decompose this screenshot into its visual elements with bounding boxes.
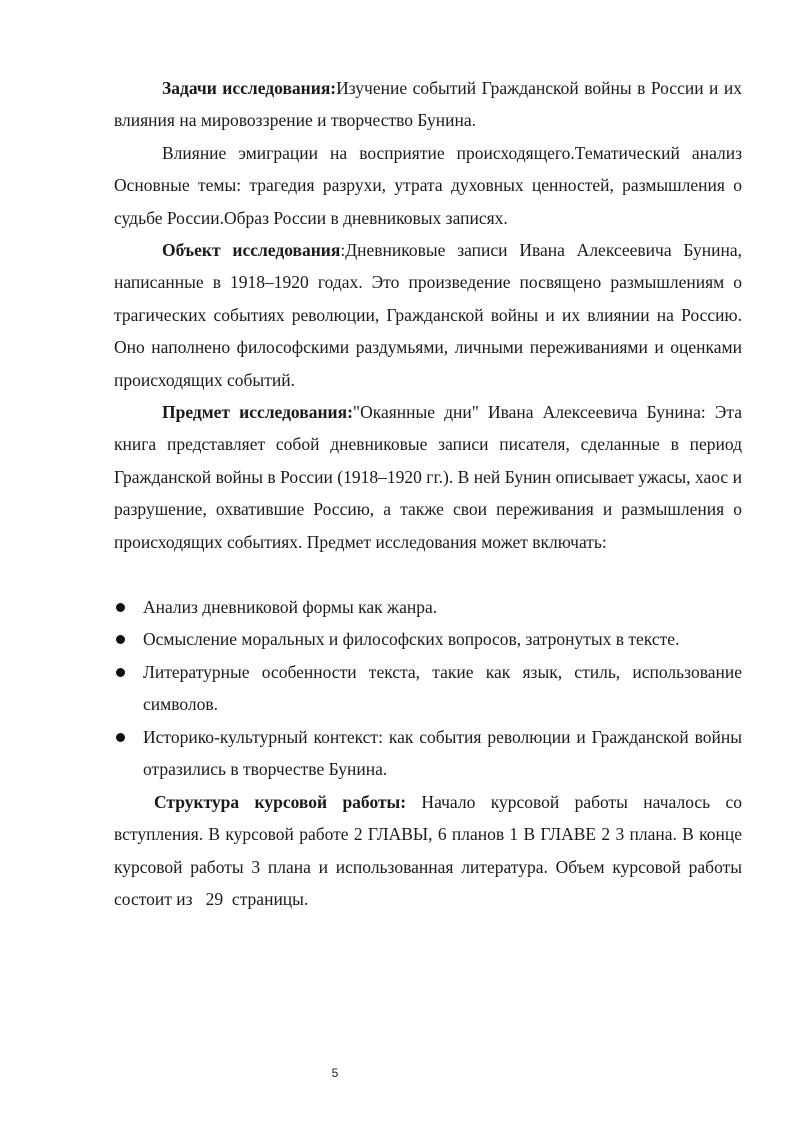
bullet-icon bbox=[116, 668, 125, 677]
object-paragraph bbox=[114, 234, 742, 396]
tasks-paragraph bbox=[114, 72, 742, 137]
subject-text: "Окаянные дни" Ивана Алексеевича Бунина: Эта книга представляет собой дневниковые записи писателя, сделанные в период Гражданской войны в России (1918–1920 гг.). В ней Бунин описывает ужасы, хаос и разрушение, охватившие Россию, а также свои переживания и размышления о происходящих событиях. Предмет исследования может включать: bbox=[114, 402, 742, 552]
page-number: 5 bbox=[331, 1066, 339, 1080]
object-heading: Объект исследования bbox=[162, 240, 341, 260]
list-item bbox=[114, 591, 742, 623]
bullet-icon bbox=[116, 635, 125, 644]
tasks-heading: Задачи исследования: bbox=[162, 78, 337, 98]
tasks-text: Изучение событий Гражданской войны в России и их влияния на мировоззрение и творчество Бунина. bbox=[114, 78, 742, 131]
structure-text: Начало курсовой работы началось со вступления. В курсовой работе 2 ГЛАВЫ, 6 планов 1 В ГЛАВЕ 2 3 плана. В конце курсовой работы 3 плана и использованная литература. Объем курсовой работы состоит из 29 страницы. bbox=[114, 792, 747, 910]
subject-heading: Предмет исследования: bbox=[162, 402, 353, 422]
list-item-text: Историко-культурный контекст: как события революции и Гражданской войны отразились в творчестве Бунина. bbox=[143, 726, 742, 780]
object-text: :Дневниковые записи Ивана Алексеевича Бунина, написанные в 1918–1920 годах. Это произведение посвящено размышлениям о трагических событиях революции, Гражданской войны и их влиянии на Россию. Оно наполнено философскими раздумьями, личными переживаниями и оценками происходящих событий. bbox=[114, 240, 742, 390]
list-item bbox=[114, 656, 742, 721]
structure-heading: Структура курсовой работы: bbox=[154, 792, 407, 812]
emigration-paragraph: Влияние эмиграции на восприятие происходящего.Тематический анализ Основные темы: трагедия разрухи, утрата духовных ценностей, размышления о судьбе России.Образ России в дневниковых записях. bbox=[114, 143, 742, 228]
structure-paragraph bbox=[114, 786, 747, 916]
list-item-text: Осмысление моральных и философских вопросов, затронутых в тексте. bbox=[143, 629, 680, 650]
list-item bbox=[114, 721, 742, 786]
subject-bullet-list bbox=[114, 591, 742, 785]
list-item bbox=[114, 623, 742, 655]
list-item-text: Анализ дневниковой формы как жанра. bbox=[143, 597, 438, 617]
bullet-icon bbox=[116, 733, 125, 742]
bullet-icon bbox=[116, 603, 125, 612]
list-item-text: Литературные особенности текста, такие как язык, стиль, использование символов. bbox=[143, 661, 742, 715]
subject-paragraph bbox=[114, 396, 742, 558]
